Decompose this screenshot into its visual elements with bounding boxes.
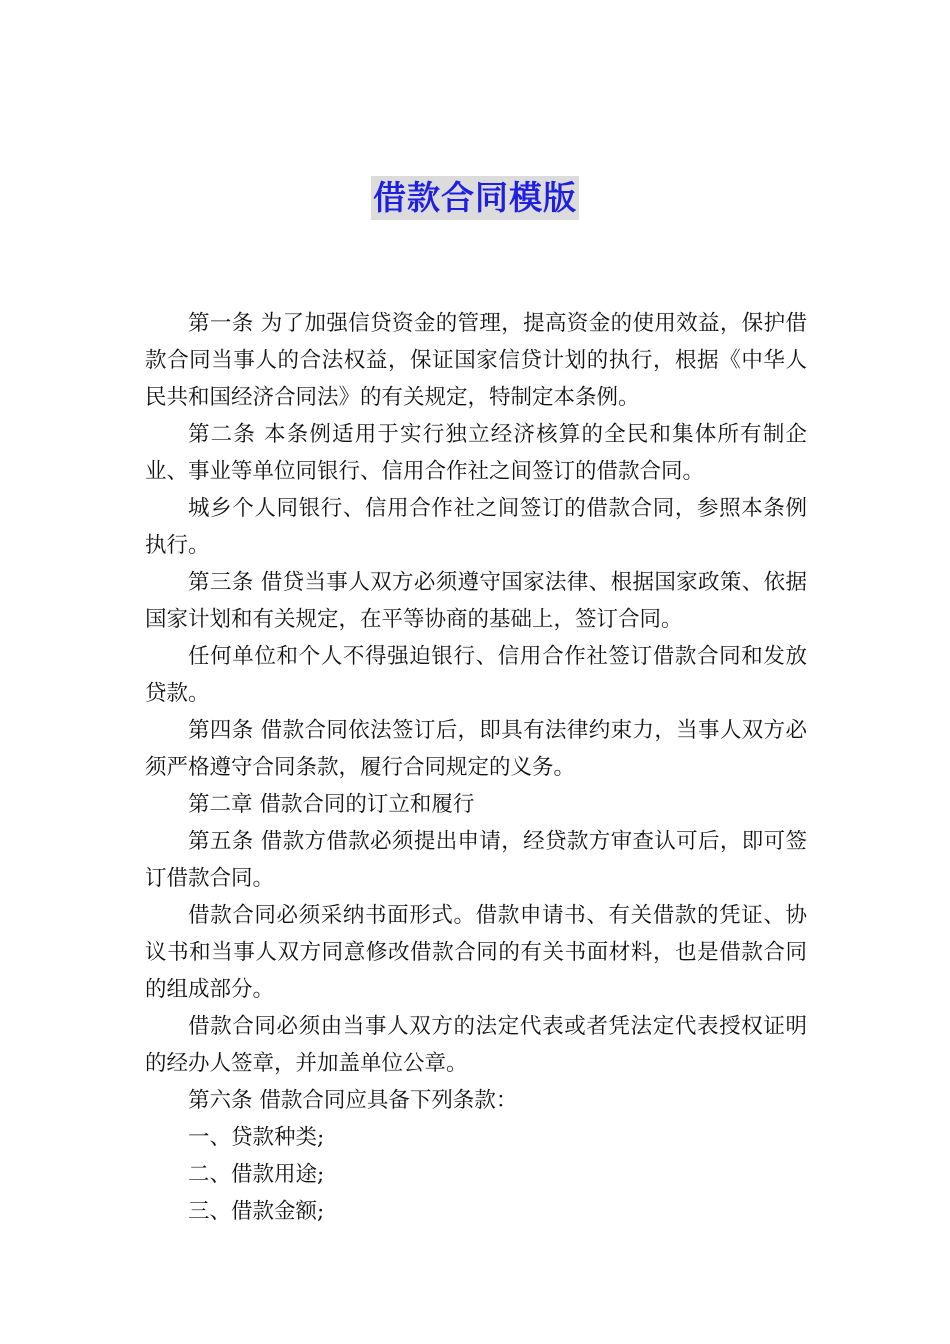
list-item: 三、借款金额;: [188, 1199, 325, 1224]
document-body: [145, 305, 807, 1230]
paragraph-article-2: 第二条 本条例适用于实行独立经济核算的全民和集体所有制企业、事业等单位同银行、信用合作社之间签订的借款合同。: [145, 422, 807, 484]
paragraph-article-1: 第一条 为了加强信贷资金的管理，提高资金的使用效益，保护借款合同当事人的合法权益，保证国家信贷计划的执行，根据《中华人民共和国经济合同法》的有关规定，特制定本条例。: [145, 311, 807, 410]
paragraph-article-5: 第五条 借款方借款必须提出申请，经贷款方审查认可后，即可签订借款合同。: [145, 829, 807, 891]
paragraph-article-5-signature: 借款合同必须由当事人双方的法定代表或者凭法定代表授权证明的经办人签章，并加盖单位公章。: [145, 1014, 807, 1076]
document-title: 借款合同模版: [371, 176, 579, 220]
title-container: [0, 176, 950, 220]
paragraph-article-6: 第六条 借款合同应具备下列条款：: [188, 1088, 518, 1113]
paragraph-article-4: 第四条 借款合同依法签订后，即具有法律约束力，当事人双方必须严格遵守合同条款，履行合同规定的义务。: [145, 718, 807, 780]
list-item: 一、贷款种类;: [188, 1125, 325, 1150]
chapter-heading: 第二章 借款合同的订立和履行: [188, 792, 475, 817]
paragraph-article-2-individuals: 城乡个人同银行、信用合作社之间签订的借款合同，参照本条例执行。: [145, 496, 807, 558]
paragraph-article-5-written-form: 借款合同必须采纳书面形式。借款申请书、有关借款的凭证、协议书和当事人双方同意修改借款合同的有关书面材料，也是借款合同的组成部分。: [145, 903, 807, 1002]
list-item: 二、借款用途;: [188, 1162, 325, 1187]
paragraph-article-3: 第三条 借贷当事人双方必须遵守国家法律、根据国家政策、依据国家计划和有关规定，在平等协商的基础上，签订合同。: [145, 570, 807, 632]
paragraph-article-3-no-coercion: 任何单位和个人不得强迫银行、信用合作社签订借款合同和发放贷款。: [145, 644, 807, 706]
